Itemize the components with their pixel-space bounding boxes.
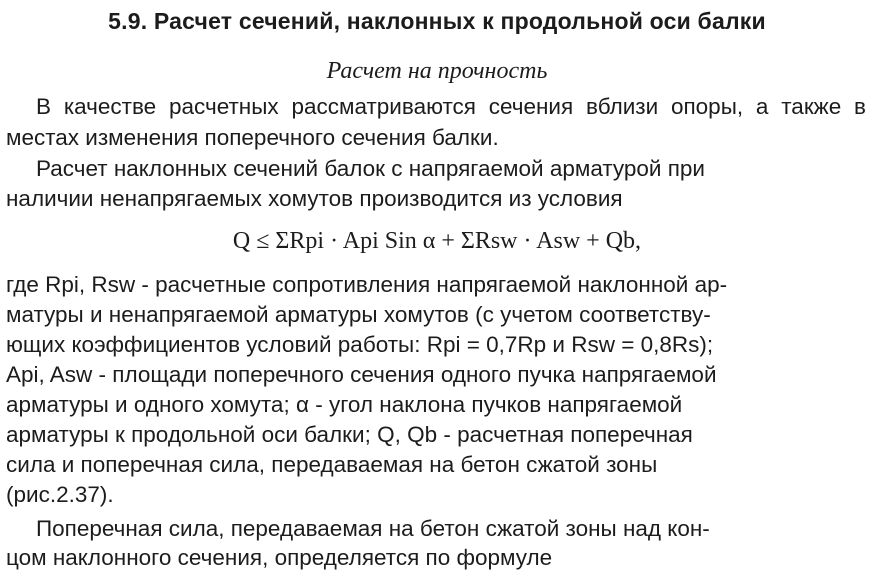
- definitions-line-6: арматуры к продольной оси балки; Q, Qb - расчетная поперечная: [6, 422, 693, 447]
- section-title: 5.9. Расчет сечений, наклонных к продольной оси балки: [108, 8, 766, 34]
- definitions-line-1: где Rpi, Rsw - расчетные сопротивления напрягаемой наклонной ар-: [6, 272, 728, 297]
- paragraph-calc-line-2: наличии ненапрягаемых хомутов производится из условия: [6, 186, 623, 211]
- paragraph-shear-line-1: Поперечная сила, передаваемая на бетон сжатой зоны над кон-: [36, 516, 710, 541]
- subheading: Расчет на прочность: [326, 58, 548, 84]
- definitions-line-8: (рис.2.37).: [6, 482, 114, 507]
- definitions-line-2: матуры и ненапрягаемой арматуры хомутов (с учетом соответству-: [6, 302, 711, 327]
- paragraph-intro: В качестве расчетных рассматриваются сечения вблизи опоры, а также в местах изменения поперечного сечения балки.: [6, 94, 866, 150]
- definitions-line-7: сила и поперечная сила, передаваемая на бетон сжатой зоны: [6, 452, 658, 477]
- paragraph-calc-line-1: Расчет наклонных сечений балок с напрягаемой арматурой при: [36, 156, 706, 181]
- paragraph-shear-line-2: цом наклонного сечения, определяется по формуле: [6, 545, 553, 570]
- definitions-line-5: арматуры и одного хомута; α - угол наклона пучков напрягаемой: [6, 392, 683, 417]
- strength-formula: Q ≤ ΣRpi · Api Sin α + ΣRsw · Asw + Qb,: [232, 228, 642, 254]
- definitions-line-4: Api, Asw - площади поперечного сечения одного пучка напрягаемой: [6, 362, 717, 387]
- definitions-line-3: ющих коэффициентов условий работы: Rpi = 0,7Rp и Rsw = 0,8Rs);: [6, 332, 714, 357]
